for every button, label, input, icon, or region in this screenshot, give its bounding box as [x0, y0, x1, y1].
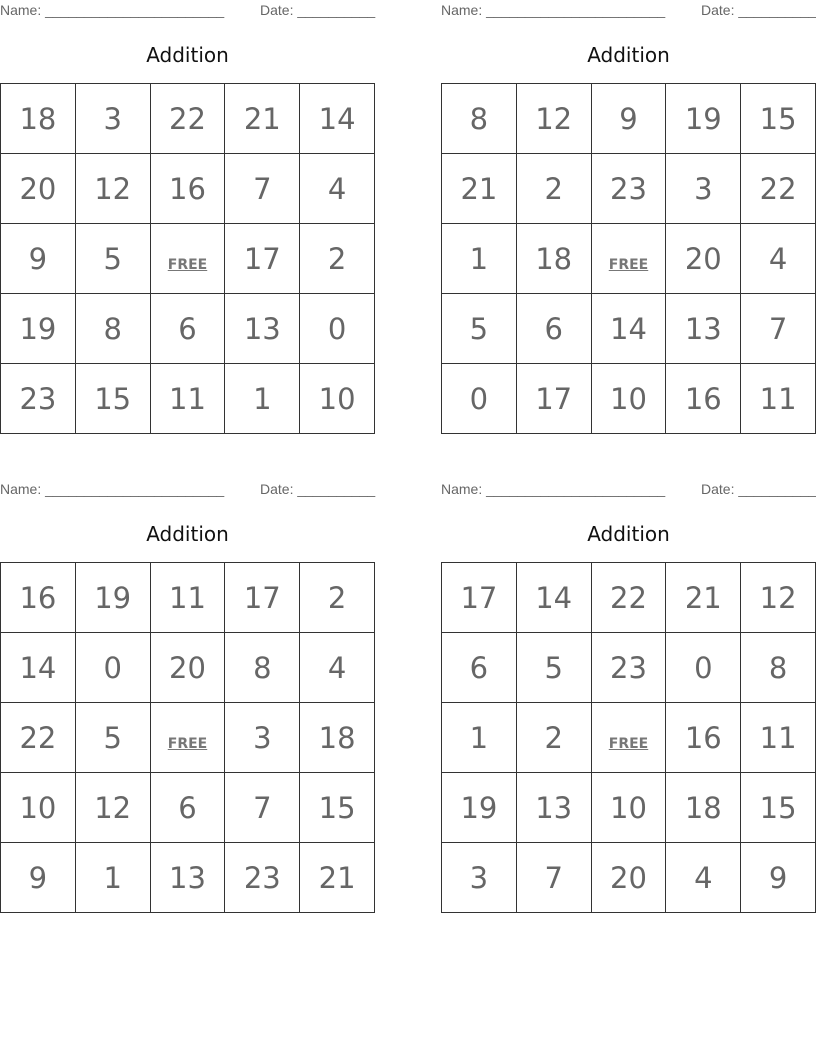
free-space-label: FREE — [167, 735, 208, 752]
grid-row — [1, 633, 375, 703]
grid-cell: 4 — [300, 154, 375, 224]
grid-row — [442, 224, 816, 294]
bingo-grid — [441, 562, 816, 913]
grid-cell: 14 — [1, 633, 76, 703]
free-space-cell — [150, 703, 225, 773]
grid-row — [1, 224, 375, 294]
grid-cell: 12 — [75, 773, 150, 843]
grid-row — [1, 843, 375, 913]
grid-row — [1, 703, 375, 773]
free-space-label: FREE — [608, 735, 649, 752]
grid-cell: 8 — [225, 633, 300, 703]
bingo-grid — [0, 562, 375, 913]
bingo-card — [0, 479, 375, 919]
grid-cell: 9 — [591, 84, 666, 154]
grid-cell: 15 — [741, 84, 816, 154]
grid-cell: 6 — [150, 773, 225, 843]
card-header — [0, 481, 375, 499]
grid-row — [1, 563, 375, 633]
grid-cell: 11 — [150, 364, 225, 434]
grid-row — [442, 843, 816, 913]
grid-row — [442, 703, 816, 773]
card-title: Addition — [146, 522, 229, 546]
grid-cell: 23 — [1, 364, 76, 434]
grid-cell: 1 — [442, 224, 517, 294]
date-field-label: Date: __________ — [701, 2, 816, 18]
bingo-card — [441, 479, 816, 919]
grid-cell: 14 — [300, 84, 375, 154]
free-space-label: FREE — [608, 256, 649, 273]
grid-cell: 5 — [516, 633, 591, 703]
grid-cell: 19 — [75, 563, 150, 633]
grid-cell: 22 — [1, 703, 76, 773]
grid-row — [442, 563, 816, 633]
name-field-label: Name: _______________________ — [0, 2, 225, 18]
grid-cell: 19 — [1, 294, 76, 364]
grid-cell: 0 — [75, 633, 150, 703]
grid-cell: 13 — [516, 773, 591, 843]
grid-cell: 1 — [75, 843, 150, 913]
grid-cell: 6 — [150, 294, 225, 364]
grid-cell: 4 — [666, 843, 741, 913]
grid-cell: 20 — [1, 154, 76, 224]
grid-cell: 2 — [300, 224, 375, 294]
grid-cell: 16 — [1, 563, 76, 633]
grid-cell: 10 — [591, 364, 666, 434]
grid-cell: 3 — [666, 154, 741, 224]
grid-cell: 18 — [300, 703, 375, 773]
bingo-grid — [441, 83, 816, 434]
date-field-label: Date: __________ — [701, 481, 816, 497]
grid-cell: 18 — [516, 224, 591, 294]
grid-cell: 0 — [442, 364, 517, 434]
grid-cell: 14 — [516, 563, 591, 633]
grid-cell: 10 — [591, 773, 666, 843]
free-space-cell — [591, 224, 666, 294]
grid-cell: 12 — [741, 563, 816, 633]
grid-cell: 5 — [442, 294, 517, 364]
grid-cell: 23 — [591, 633, 666, 703]
grid-cell: 16 — [150, 154, 225, 224]
grid-cell: 21 — [300, 843, 375, 913]
grid-cell: 21 — [666, 563, 741, 633]
grid-row — [442, 154, 816, 224]
grid-cell: 8 — [442, 84, 517, 154]
grid-cell: 8 — [75, 294, 150, 364]
card-header — [441, 481, 816, 499]
free-space-cell — [150, 224, 225, 294]
bingo-card — [0, 0, 375, 440]
grid-cell: 20 — [591, 843, 666, 913]
grid-row — [442, 84, 816, 154]
grid-cell: 3 — [442, 843, 517, 913]
grid-cell: 5 — [75, 224, 150, 294]
card-header — [0, 2, 375, 20]
grid-cell: 6 — [516, 294, 591, 364]
grid-cell: 2 — [300, 563, 375, 633]
grid-cell: 13 — [150, 843, 225, 913]
grid-cell: 18 — [666, 773, 741, 843]
grid-cell: 10 — [1, 773, 76, 843]
grid-cell: 23 — [225, 843, 300, 913]
grid-cell: 9 — [1, 224, 76, 294]
date-field-label: Date: __________ — [260, 2, 376, 18]
grid-cell: 14 — [591, 294, 666, 364]
bingo-card — [441, 0, 816, 440]
free-space-label: FREE — [167, 256, 208, 273]
grid-cell: 22 — [741, 154, 816, 224]
grid-cell: 4 — [300, 633, 375, 703]
grid-cell: 6 — [442, 633, 517, 703]
grid-cell: 0 — [666, 633, 741, 703]
grid-cell: 15 — [75, 364, 150, 434]
card-title: Addition — [587, 522, 670, 546]
grid-cell: 17 — [516, 364, 591, 434]
grid-cell: 9 — [741, 843, 816, 913]
grid-cell: 15 — [300, 773, 375, 843]
grid-cell: 7 — [225, 154, 300, 224]
grid-cell: 11 — [741, 364, 816, 434]
grid-cell: 12 — [516, 84, 591, 154]
grid-cell: 8 — [741, 633, 816, 703]
grid-cell: 15 — [741, 773, 816, 843]
grid-cell: 0 — [300, 294, 375, 364]
grid-row — [1, 154, 375, 224]
grid-cell: 3 — [75, 84, 150, 154]
grid-cell: 19 — [666, 84, 741, 154]
grid-row — [1, 773, 375, 843]
card-title: Addition — [587, 43, 670, 67]
grid-cell: 3 — [225, 703, 300, 773]
grid-cell: 22 — [591, 563, 666, 633]
grid-cell: 16 — [666, 703, 741, 773]
grid-cell: 11 — [150, 563, 225, 633]
bingo-grid — [0, 83, 375, 434]
grid-cell: 2 — [516, 703, 591, 773]
card-title: Addition — [146, 43, 229, 67]
grid-cell: 1 — [225, 364, 300, 434]
grid-cell: 20 — [666, 224, 741, 294]
grid-row — [1, 294, 375, 364]
grid-cell: 13 — [666, 294, 741, 364]
grid-cell: 20 — [150, 633, 225, 703]
name-field-label: Name: _______________________ — [441, 481, 666, 497]
grid-cell: 17 — [442, 563, 517, 633]
card-header — [441, 2, 816, 20]
grid-cell: 7 — [516, 843, 591, 913]
grid-cell: 7 — [225, 773, 300, 843]
grid-row — [442, 294, 816, 364]
date-field-label: Date: __________ — [260, 481, 376, 497]
grid-cell: 16 — [666, 364, 741, 434]
grid-cell: 21 — [442, 154, 517, 224]
grid-cell: 7 — [741, 294, 816, 364]
grid-row — [1, 84, 375, 154]
grid-cell: 21 — [225, 84, 300, 154]
grid-cell: 11 — [741, 703, 816, 773]
grid-cell: 23 — [591, 154, 666, 224]
name-field-label: Name: _______________________ — [0, 481, 225, 497]
grid-row — [442, 364, 816, 434]
grid-cell: 2 — [516, 154, 591, 224]
grid-cell: 9 — [1, 843, 76, 913]
grid-cell: 13 — [225, 294, 300, 364]
grid-row — [1, 364, 375, 434]
grid-cell: 12 — [75, 154, 150, 224]
name-field-label: Name: _______________________ — [441, 2, 666, 18]
grid-cell: 17 — [225, 224, 300, 294]
grid-row — [442, 773, 816, 843]
grid-cell: 17 — [225, 563, 300, 633]
grid-cell: 1 — [442, 703, 517, 773]
grid-cell: 4 — [741, 224, 816, 294]
grid-row — [442, 633, 816, 703]
grid-cell: 18 — [1, 84, 76, 154]
grid-cell: 10 — [300, 364, 375, 434]
grid-cell: 22 — [150, 84, 225, 154]
free-space-cell — [591, 703, 666, 773]
grid-cell: 5 — [75, 703, 150, 773]
grid-cell: 19 — [442, 773, 517, 843]
